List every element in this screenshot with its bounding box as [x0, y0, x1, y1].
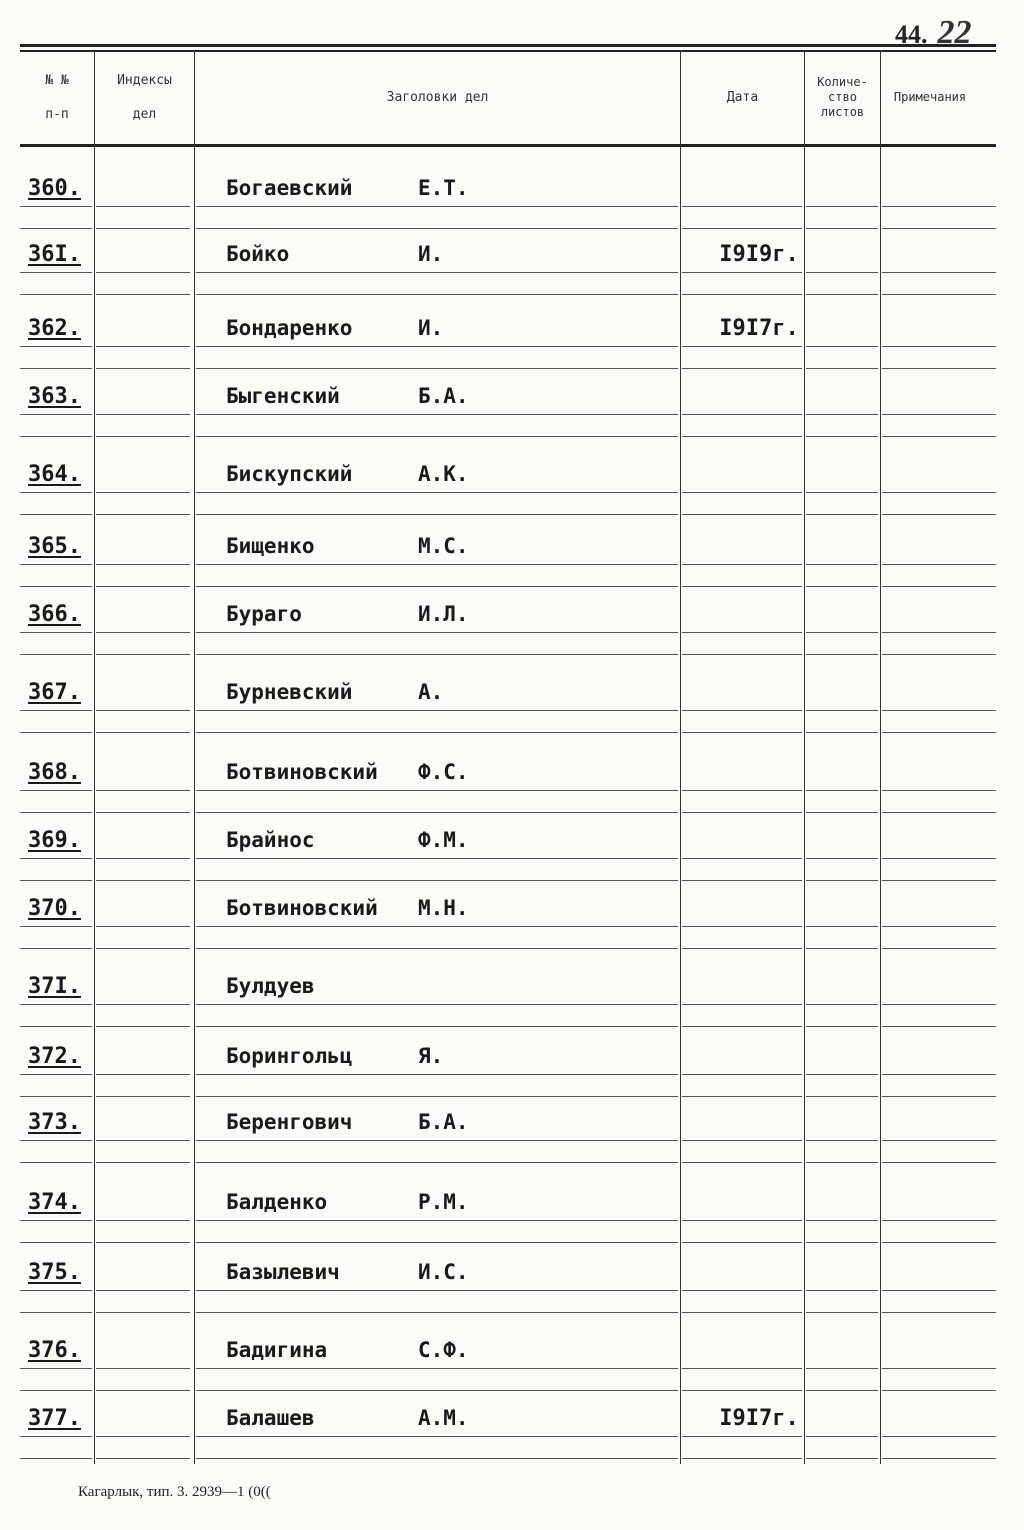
ruled-line	[96, 1026, 190, 1027]
ruled-line	[20, 926, 92, 927]
ruled-line	[196, 1312, 678, 1313]
row-surname: Базылевич	[226, 1260, 340, 1284]
row-number: 375.	[28, 1260, 81, 1285]
row-initials: С.Ф.	[418, 1338, 469, 1362]
row-number: 362.	[28, 316, 81, 341]
ruled-line	[20, 1312, 92, 1313]
ruled-line	[196, 1368, 678, 1369]
ruled-line	[806, 1312, 878, 1313]
ruled-line	[20, 1074, 92, 1075]
ruled-line	[682, 1074, 802, 1075]
ruled-line	[96, 514, 190, 515]
ruled-line	[682, 368, 802, 369]
ruled-line	[806, 1436, 878, 1437]
ruled-line	[20, 790, 92, 791]
ruled-line	[682, 1026, 802, 1027]
ruled-line	[882, 346, 996, 347]
row-initials: Б.А.	[418, 384, 469, 408]
row-initials: И.	[418, 316, 444, 340]
ruled-line	[20, 812, 92, 813]
ruled-line	[806, 206, 878, 207]
ruled-line	[196, 1004, 678, 1005]
row-number: 366.	[28, 602, 81, 627]
ruled-line	[682, 632, 802, 633]
ruled-line	[96, 732, 190, 733]
ruled-line	[196, 1220, 678, 1221]
row-initials: А.	[418, 680, 444, 704]
ruled-line	[682, 812, 802, 813]
row-number: 360.	[28, 176, 81, 201]
ruled-line	[20, 1026, 92, 1027]
ruled-line	[196, 948, 678, 949]
ruled-line	[96, 586, 190, 587]
ruled-line	[682, 1242, 802, 1243]
ruled-line	[20, 414, 92, 415]
printer-imprint: Кагарлык, тип. 3. 2939—1 (0((	[78, 1484, 271, 1500]
ruled-line	[682, 346, 802, 347]
ruled-line	[196, 790, 678, 791]
row-surname: Борингольц	[226, 1044, 353, 1068]
ruled-line	[20, 858, 92, 859]
ruled-line	[882, 586, 996, 587]
ruled-line	[806, 1242, 878, 1243]
ruled-line	[682, 1220, 802, 1221]
ruled-line	[806, 1004, 878, 1005]
row-initials: И.Л.	[418, 602, 469, 626]
ruled-line	[20, 710, 92, 711]
row-surname: Ботвиновский	[226, 760, 378, 784]
ruled-line	[96, 1004, 190, 1005]
ruled-line	[196, 1140, 678, 1141]
ruled-line	[20, 1004, 92, 1005]
ruled-line	[96, 710, 190, 711]
row-surname: Брайнос	[226, 828, 315, 852]
ruled-line	[20, 514, 92, 515]
row-number: 368.	[28, 760, 81, 785]
ruled-line	[196, 1074, 678, 1075]
ruled-line	[196, 812, 678, 813]
row-number: 364.	[28, 462, 81, 487]
ruled-line	[96, 632, 190, 633]
ruled-line	[682, 1390, 802, 1391]
ruled-line	[20, 346, 92, 347]
ruled-line	[96, 1458, 190, 1459]
ruled-line	[196, 206, 678, 207]
ruled-line	[196, 368, 678, 369]
ruled-line	[682, 926, 802, 927]
ruled-line	[806, 1458, 878, 1459]
ruled-line	[806, 1220, 878, 1221]
row-surname: Беренгович	[226, 1110, 353, 1134]
ruled-line	[882, 436, 996, 437]
ruled-line	[96, 858, 190, 859]
row-initials: Е.Т.	[418, 176, 469, 200]
header-col-date: Дата	[726, 89, 759, 105]
ruled-line	[96, 492, 190, 493]
row-surname: Бищенко	[226, 534, 315, 558]
ruled-line	[682, 1290, 802, 1291]
ruled-line	[682, 710, 802, 711]
ruled-line	[20, 732, 92, 733]
row-initials: Я.	[418, 1044, 444, 1068]
ruled-line	[806, 1162, 878, 1163]
ruled-line	[196, 346, 678, 347]
ruled-line	[806, 1074, 878, 1075]
ruled-line	[806, 586, 878, 587]
ruled-line	[882, 228, 996, 229]
ruled-line	[682, 948, 802, 949]
row-date: I9I7г.	[719, 1406, 799, 1431]
ruled-line	[96, 1390, 190, 1391]
ruled-line	[882, 1140, 996, 1141]
ruled-line	[806, 414, 878, 415]
ruled-line	[20, 1368, 92, 1369]
ruled-line	[20, 436, 92, 437]
row-surname: Булдуев	[226, 974, 315, 998]
ruled-line	[196, 414, 678, 415]
ruled-line	[682, 586, 802, 587]
ruled-line	[882, 1390, 996, 1391]
ruled-line	[20, 1436, 92, 1437]
ruled-line	[806, 368, 878, 369]
ruled-line	[682, 1368, 802, 1369]
row-surname: Бискупский	[226, 462, 353, 486]
ruled-line	[20, 586, 92, 587]
header-col-title: Заголовки дел	[386, 89, 489, 105]
ruled-line	[196, 926, 678, 927]
ruled-line	[682, 492, 802, 493]
ruled-line	[882, 790, 996, 791]
row-surname: Бурневский	[226, 680, 353, 704]
ruled-line	[882, 368, 996, 369]
row-surname: Бондаренко	[226, 316, 353, 340]
row-initials: Р.М.	[418, 1190, 469, 1214]
ruled-line	[682, 1458, 802, 1459]
header-bottom-border	[20, 144, 996, 147]
ruled-line	[806, 1390, 878, 1391]
ruled-line	[882, 1436, 996, 1437]
page-number-printed: 44.	[895, 20, 928, 49]
ruled-line	[882, 492, 996, 493]
ruled-line	[20, 368, 92, 369]
ruled-line	[806, 1026, 878, 1027]
ruled-line	[20, 1140, 92, 1141]
row-number: 376.	[28, 1338, 81, 1363]
ruled-line	[806, 1290, 878, 1291]
ruled-line	[806, 880, 878, 881]
ruled-line	[196, 1436, 678, 1437]
ruled-line	[806, 632, 878, 633]
ruled-line	[20, 1220, 92, 1221]
ruled-line	[196, 514, 678, 515]
ruled-line	[806, 346, 878, 347]
ruled-line	[806, 790, 878, 791]
ruled-line	[96, 948, 190, 949]
ruled-line	[806, 1096, 878, 1097]
row-number: 370.	[28, 896, 81, 921]
ruled-line	[96, 1140, 190, 1141]
ruled-line	[96, 1436, 190, 1437]
ruled-line	[806, 858, 878, 859]
ruled-line	[682, 1436, 802, 1437]
ruled-line	[20, 492, 92, 493]
ruled-line	[20, 632, 92, 633]
ruled-line	[20, 228, 92, 229]
ruled-line	[96, 564, 190, 565]
ruled-line	[196, 632, 678, 633]
ruled-line	[96, 1368, 190, 1369]
ruled-line	[196, 1290, 678, 1291]
ruled-line	[96, 790, 190, 791]
ruled-line	[882, 732, 996, 733]
ruled-line	[96, 880, 190, 881]
column-divider	[880, 50, 881, 1464]
row-number: 367.	[28, 680, 81, 705]
ruled-line	[196, 294, 678, 295]
ruled-line	[96, 1162, 190, 1163]
ruled-line	[96, 272, 190, 273]
header-col-number: № № п-п	[45, 72, 69, 122]
ruled-line	[882, 1026, 996, 1027]
ruled-line	[806, 492, 878, 493]
ruled-line	[882, 812, 996, 813]
ruled-line	[882, 206, 996, 207]
row-initials: И.	[418, 242, 444, 266]
ruled-line	[20, 1242, 92, 1243]
ruled-line	[882, 1162, 996, 1163]
ruled-line	[806, 710, 878, 711]
ruled-line	[20, 564, 92, 565]
ruled-line	[682, 654, 802, 655]
row-initials: Ф.М.	[418, 828, 469, 852]
row-number: 374.	[28, 1190, 81, 1215]
ruled-line	[96, 654, 190, 655]
page-number-handwritten: 22	[937, 14, 972, 51]
ruled-line	[20, 1458, 92, 1459]
ruled-line	[196, 1026, 678, 1027]
ruled-line	[20, 206, 92, 207]
ruled-line	[96, 436, 190, 437]
ruled-line	[882, 948, 996, 949]
ruled-line	[682, 1162, 802, 1163]
ruled-line	[882, 1004, 996, 1005]
row-surname: Ботвиновский	[226, 896, 378, 920]
ruled-line	[96, 1290, 190, 1291]
ruled-line	[20, 1290, 92, 1291]
row-number: 37I.	[28, 974, 81, 999]
ruled-line	[882, 1312, 996, 1313]
ruled-line	[196, 1162, 678, 1163]
ruled-line	[882, 1096, 996, 1097]
ruled-line	[882, 1074, 996, 1075]
ruled-line	[196, 710, 678, 711]
ruled-line	[806, 948, 878, 949]
ruled-line	[682, 1096, 802, 1097]
row-initials: М.С.	[418, 534, 469, 558]
row-initials: Б.А.	[418, 1110, 469, 1134]
ruled-line	[96, 1242, 190, 1243]
ruled-line	[682, 858, 802, 859]
ruled-line	[96, 346, 190, 347]
ruled-line	[20, 1390, 92, 1391]
ruled-line	[682, 272, 802, 273]
ruled-line	[682, 514, 802, 515]
ruled-line	[682, 790, 802, 791]
ruled-line	[806, 436, 878, 437]
ruled-line	[196, 1096, 678, 1097]
row-initials: А.К.	[418, 462, 469, 486]
ruled-line	[882, 880, 996, 881]
ruled-line	[682, 206, 802, 207]
row-surname: Балденко	[226, 1190, 328, 1214]
ruled-line	[682, 414, 802, 415]
header-col-notes: Примечания	[893, 89, 967, 104]
ruled-line	[806, 514, 878, 515]
ruled-line	[882, 1290, 996, 1291]
ruled-line	[20, 272, 92, 273]
ruled-line	[882, 272, 996, 273]
row-number: 377.	[28, 1406, 81, 1431]
ruled-line	[806, 732, 878, 733]
ruled-line	[682, 1140, 802, 1141]
row-surname: Богаевский	[226, 176, 353, 200]
ruled-line	[196, 564, 678, 565]
ruled-line	[96, 1312, 190, 1313]
ruled-line	[682, 1004, 802, 1005]
row-date: I9I7г.	[719, 316, 799, 341]
ruled-line	[682, 880, 802, 881]
ruled-line	[96, 1074, 190, 1075]
column-divider	[680, 50, 681, 1464]
ruled-line	[196, 586, 678, 587]
column-divider	[194, 50, 195, 1464]
ruled-line	[196, 1458, 678, 1459]
row-number: 372.	[28, 1044, 81, 1069]
ruled-line	[682, 436, 802, 437]
ruled-line	[682, 564, 802, 565]
ruled-line	[96, 1220, 190, 1221]
ruled-line	[806, 1368, 878, 1369]
ruled-line	[96, 206, 190, 207]
row-number: 363.	[28, 384, 81, 409]
ruled-line	[20, 294, 92, 295]
ruled-line	[806, 564, 878, 565]
ruled-line	[196, 732, 678, 733]
ruled-line	[96, 368, 190, 369]
ruled-line	[96, 926, 190, 927]
ruled-line	[682, 294, 802, 295]
ruled-line	[196, 272, 678, 273]
row-initials: А.М.	[418, 1406, 469, 1430]
ruled-line	[806, 228, 878, 229]
ruled-line	[806, 926, 878, 927]
row-number: 365.	[28, 534, 81, 559]
ruled-line	[806, 812, 878, 813]
ruled-line	[882, 564, 996, 565]
row-surname: Бадигина	[226, 1338, 328, 1362]
ruled-line	[196, 228, 678, 229]
table-top-border	[20, 44, 996, 47]
ruled-line	[96, 1096, 190, 1097]
ruled-line	[882, 632, 996, 633]
ruled-line	[882, 1368, 996, 1369]
ruled-line	[196, 1242, 678, 1243]
ruled-line	[196, 436, 678, 437]
ruled-line	[882, 858, 996, 859]
ruled-line	[882, 514, 996, 515]
ruled-line	[196, 880, 678, 881]
ruled-line	[20, 948, 92, 949]
ruled-line	[882, 1242, 996, 1243]
ruled-line	[196, 858, 678, 859]
ruled-line	[96, 294, 190, 295]
ruled-line	[882, 294, 996, 295]
row-number: 373.	[28, 1110, 81, 1135]
ruled-line	[806, 1140, 878, 1141]
row-initials: Ф.С.	[418, 760, 469, 784]
ruled-line	[196, 1390, 678, 1391]
ruled-line	[882, 414, 996, 415]
row-surname: Балашев	[226, 1406, 315, 1430]
ruled-line	[682, 1312, 802, 1313]
row-date: I9I9г.	[719, 242, 799, 267]
ruled-line	[96, 228, 190, 229]
ruled-line	[20, 1096, 92, 1097]
ruled-line	[20, 880, 92, 881]
ruled-line	[806, 654, 878, 655]
row-surname: Бураго	[226, 602, 302, 626]
ruled-line	[196, 654, 678, 655]
ruled-line	[682, 732, 802, 733]
ruled-line	[682, 228, 802, 229]
row-surname: Быгенский	[226, 384, 340, 408]
row-surname: Бойко	[226, 242, 290, 266]
ruled-line	[20, 1162, 92, 1163]
row-number: 369.	[28, 828, 81, 853]
ruled-line	[96, 414, 190, 415]
ruled-line	[806, 272, 878, 273]
register-table	[20, 44, 978, 1464]
ruled-line	[882, 1458, 996, 1459]
row-initials: И.С.	[418, 1260, 469, 1284]
ruled-line	[882, 654, 996, 655]
ruled-line	[196, 492, 678, 493]
ruled-line	[882, 1220, 996, 1221]
header-col-sheets: Количе- ство листов	[817, 74, 868, 119]
header-col-index: Индексы дел	[117, 72, 172, 122]
ruled-line	[20, 654, 92, 655]
ruled-line	[806, 294, 878, 295]
row-initials: М.Н.	[418, 896, 469, 920]
ruled-line	[882, 710, 996, 711]
ruled-line	[96, 812, 190, 813]
row-number: 36I.	[28, 242, 81, 267]
ruled-line	[882, 926, 996, 927]
